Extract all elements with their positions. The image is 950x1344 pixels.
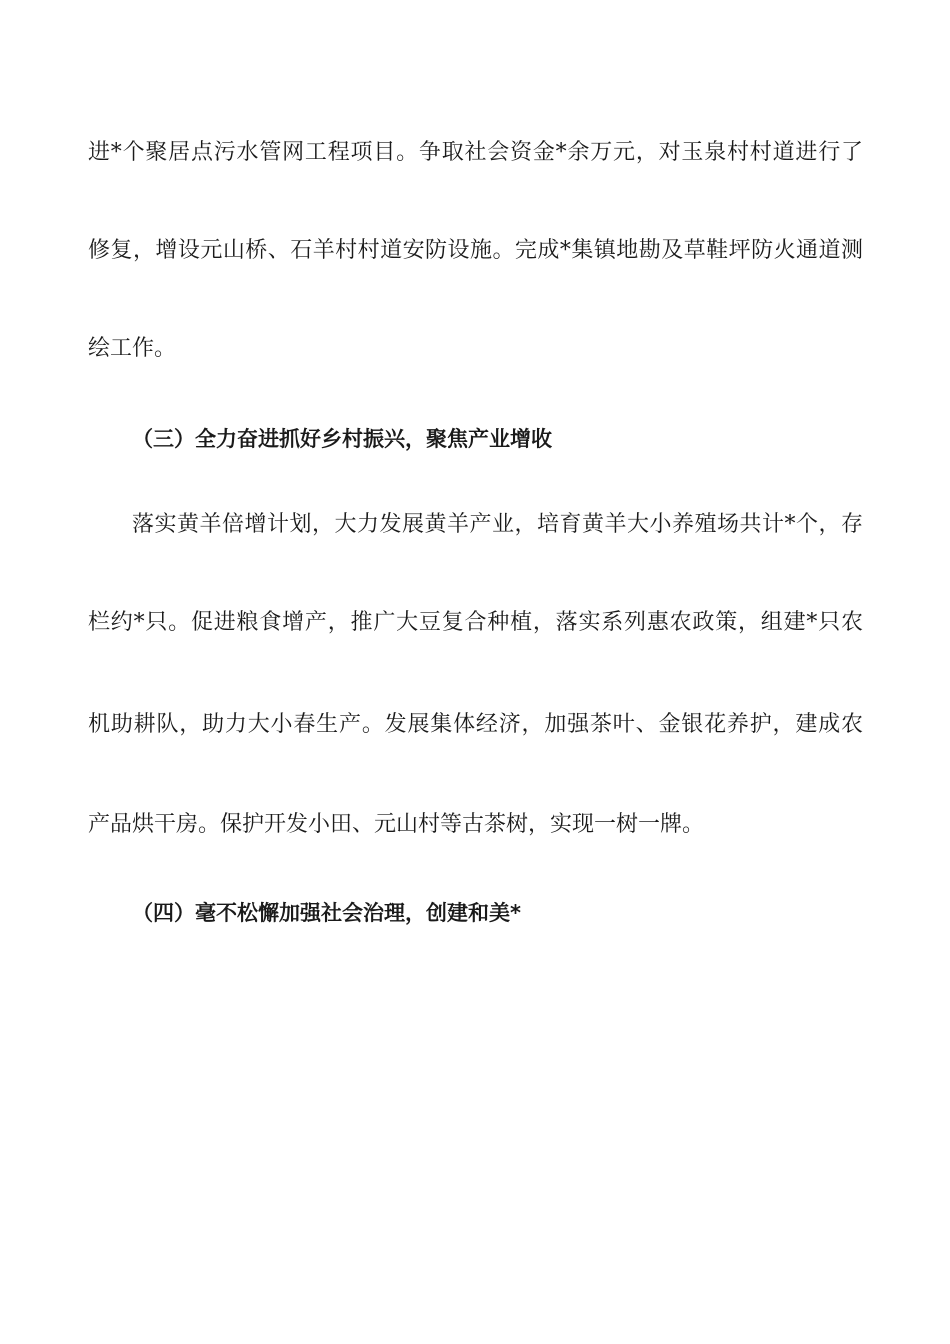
section-heading-3: （三）全力奋进抓好乡村振兴，聚焦产业增收 [132,427,552,451]
paragraph-2-line-4: 产品烘干房。保护开发小田、元山村等古茶树，实现一树一牌。 [88,812,705,837]
paragraph-1-line-3: 绘工作。 [88,336,177,361]
section-heading-4: （四）毫不松懈加强社会治理，创建和美* [132,901,521,925]
paragraph-1-line-2: 修复，增设元山桥、石羊村村道安防设施。完成*集镇地勘及草鞋坪防火通道测 [88,238,863,263]
paragraph-2-line-2: 栏约*只。促进粮食增产，推广大豆复合种植，落实系列惠农政策，组建*只农 [88,610,863,635]
paragraph-2-line-3: 机助耕队，助力大小春生产。发展集体经济，加强茶叶、金银花养护，建成农 [88,712,863,737]
paragraph-1-line-1: 进*个聚居点污水管网工程项目。争取社会资金*余万元，对玉泉村村道进行了 [88,140,863,165]
paragraph-2-line-1: 落实黄羊倍增计划，大力发展黄羊产业，培育黄羊大小养殖场共计*个，存 [132,512,863,537]
